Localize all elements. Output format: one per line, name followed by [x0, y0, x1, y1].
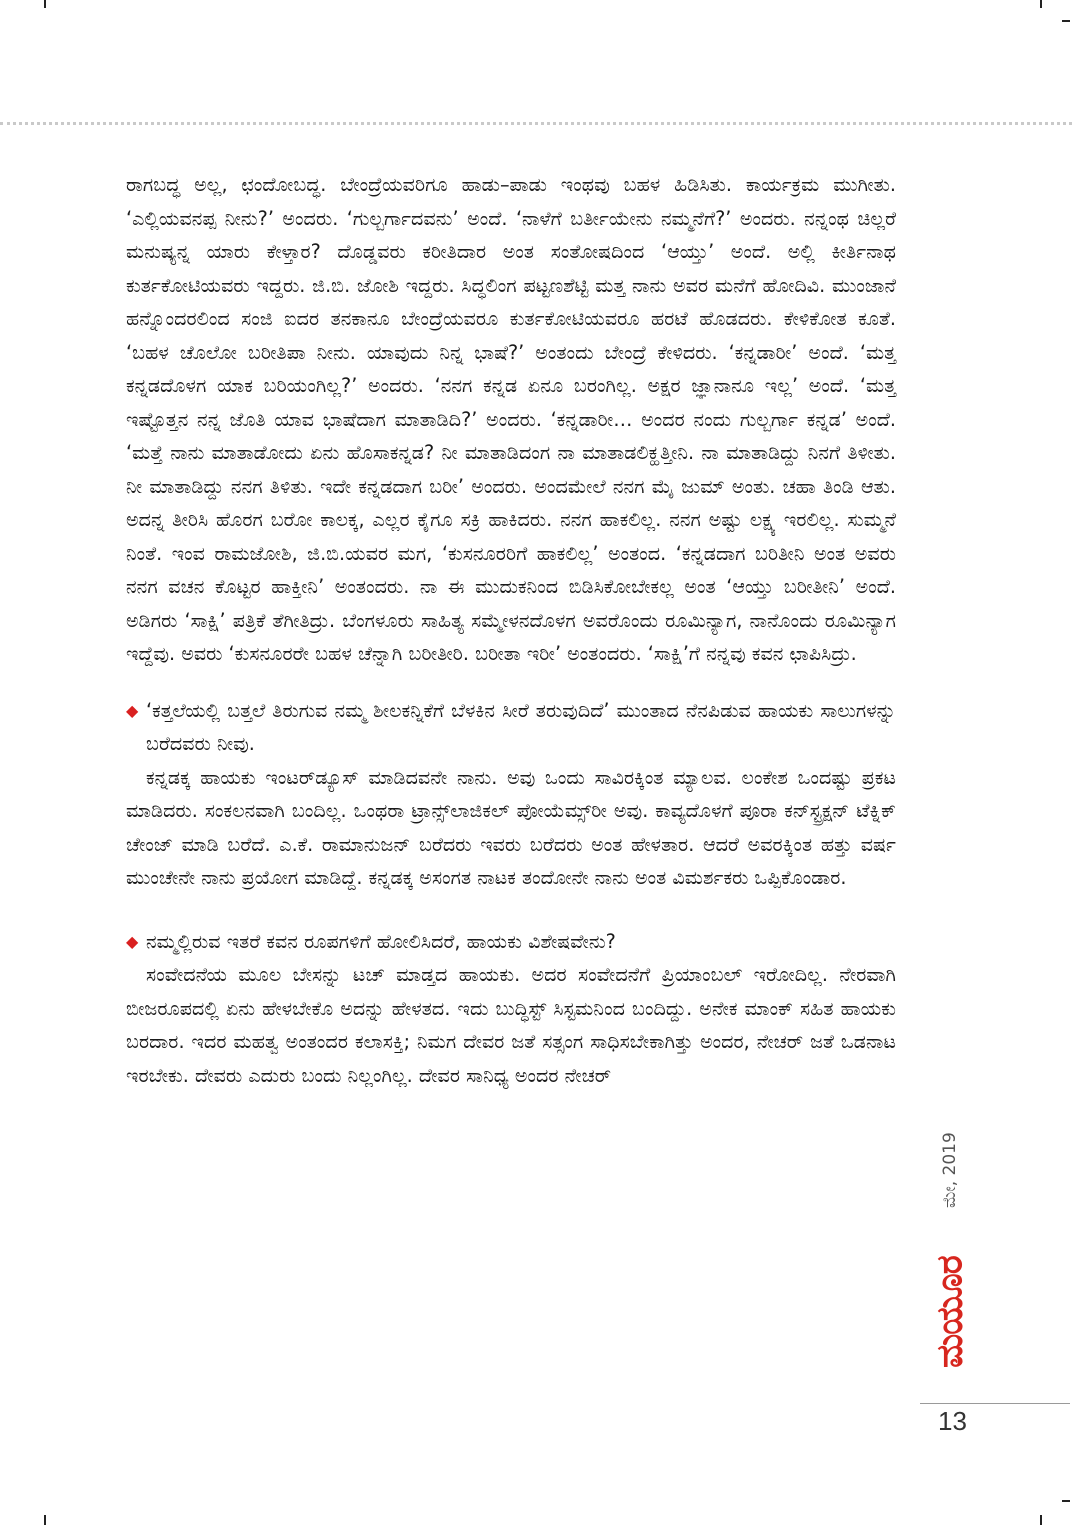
question-1-text: ‘ಕತ್ತಲೆಯಲ್ಲಿ ಬತ್ತಲೆ ತಿರುಗುವ ನಮ್ಮ ಶೀಲಕನ್ನಿಕೆಗೆ ಬೆಳಕಿನ ಸೀರೆ ತರುವುದಿದೆ’ ಮುಂತಾದ ನೆನಪಿಡುವ ಹಾಯಕು ಸಾಲುಗಳನ್ನು ಬರೆದವರು ನೀವು. — [146, 698, 896, 755]
crop-mark-right-lower — [1062, 1500, 1070, 1502]
answer-2: ಸಂವೇದನೆಯ ಮೂಲ ಬೇಸನ್ನು ಟಚ್ ಮಾಡ್ತದ ಹಾಯಕು. ಅದರ ಸಂವೇದನೆಗೆ ಪ್ರಿಯಾಂಬಲ್ ಇರೋದಿಲ್ಲ. ನೇರವಾಗಿ ಬೀಜರೂಪದಲ್ಲಿ ಏನು ಹೇಳಬೇಕೊ ಅದನ್ನು ಹೇಳತದ. ಇದು ಬುದ್ಧಿಸ್ಟ್ ಸಿಸ್ಟಮನಿಂದ ಬಂದಿದ್ದು. ಅನೇಕ ಮಾಂಕ್ ಸಹಿತ ಹಾಯಕು ಬರದಾರ. ಇದರ ಮಹತ್ವ ಅಂತಂದರ ಕಲಾಸಕ್ತಿ; ನಿಮಗ ದೇವರ ಜತೆ ಸತ್ಸಂಗ ಸಾಧಿಸಬೇಕಾಗಿತ್ತು ಅಂದರ, ನೇಚರ್ ಜತೆ ಒಡನಾಟ ಇರಬೇಕು. ದೇವರು ಎದುರು ಬಂದು ನಿಲ್ಲಂಗಿಲ್ಲ. ದೇವರ ಸಾನಿಧ್ಯ ಅಂದರ ನೇಚರ್ — [126, 963, 896, 1087]
magazine-logo: ಮಯೂರ — [929, 1256, 971, 1368]
crop-mark-right-upper — [1062, 20, 1070, 22]
footer-rule — [920, 1403, 1070, 1404]
question-2 — [126, 925, 896, 959]
issue-date: ಮೇ, 2019 — [940, 1132, 960, 1208]
paragraph-1: ರಾಗಬದ್ಧ ಅಲ್ಲ, ಛಂದೋಬದ್ಧ. ಬೇಂದ್ರೆಯವರಿಗೂ ಹಾಡು–ಪಾಡು ಇಂಥವು ಬಹಳ ಹಿಡಿಸಿತು. ಕಾರ್ಯಕ್ರಮ ಮುಗೀತು. ‘ಎಲ್ಲಿಯವನಪ್ಪ ನೀನು?’ ಅಂದರು. ‘ಗುಲ್ಬರ್ಗಾದವನು’ ಅಂದೆ. ‘ನಾಳೆಗೆ ಬರ್ತೀಯೇನು ನಮ್ಮನೆಗೆ?’ ಅಂದರು. ನನ್ನಂಥ ಚಿಲ್ಲರೆ ಮನುಷ್ಯನ್ನ ಯಾರು ಕೇಳ್ತಾರ? ದೊಡ್ಡವರು ಕರೀತಿದಾರ ಅಂತ ಸಂತೋಷದಿಂದ ‘ಆಯ್ತು’ ಅಂದೆ. ಅಲ್ಲಿ ಕೀರ್ತಿನಾಥ ಕುರ್ತಕೋಟಿಯವರು ಇದ್ದರು. ಜಿ.ಬಿ. ಜೋಶಿ ಇದ್ದರು. ಸಿದ್ಧಲಿಂಗ ಪಟ್ಟಣಶೆಟ್ಟಿ ಮತ್ತ ನಾನು ಅವರ ಮನೆಗೆ ಹೋದಿವಿ. ಮುಂಜಾನೆ ಹನ್ನೊಂದರಲಿಂದ ಸಂಜಿ ಐದರ ತನಕಾನೂ ಬೇಂದ್ರೆಯವರೂ ಕುರ್ತಕೋಟಿಯವರೂ ಹರಟೆ ಹೊಡದರು. ಕೇಳಿಕೋತ ಕೂತೆ. ‘ಬಹಳ ಚೊಲೋ ಬರೀತಿಪಾ ನೀನು. ಯಾವುದು ನಿನ್ನ ಭಾಷೆ?’ ಅಂತಂದು ಬೇಂದ್ರೆ ಕೇಳಿದರು. ‘ಕನ್ನಡಾರೀ’ ಅಂದೆ. ‘ಮತ್ತ ಕನ್ನಡದೊಳಗ ಯಾಕ ಬರಿಯಂಗಿಲ್ಲ?’ ಅಂದರು. ‘ನನಗ ಕನ್ನಡ ಏನೂ ಬರಂಗಿಲ್ಲ. ಅಕ್ಷರ ಜ್ಞಾನಾನೂ ಇಲ್ಲ’ ಅಂದೆ. ‘ಮತ್ತ ಇಷ್ಟೊತ್ತನ ನನ್ನ ಜೊತಿ ಯಾವ ಭಾಷೆದಾಗ ಮಾತಾಡಿದಿ?’ ಅಂದರು. ‘ಕನ್ನಡಾರೀ… ಅಂದರ ನಂದು ಗುಲ್ಬರ್ಗಾ ಕನ್ನಡ’ ಅಂದೆ. ‘ಮತ್ತೆ ನಾನು ಮಾತಾಡೋದು ಏನು ಹೊಸಾಕನ್ನಡ? ನೀ ಮಾತಾಡಿದಂಗ ನಾ ಮಾತಾಡಲಿಕ್ಹತ್ತೀನಿ. ನಾ ಮಾತಾಡಿದ್ದು ನಿನಗೆ ತಿಳೀತು. ನೀ ಮಾತಾಡಿದ್ದು ನನಗ ತಿಳಿತು. ಇದೇ ಕನ್ನಡದಾಗ ಬರೀ’ ಅಂದರು. ಅಂದಮೇಲೆ ನನಗ ಮೈ ಜುಮ್ ಅಂತು. ಚಹಾ ತಿಂಡಿ ಆತು. ಅದನ್ನ ತೀರಿಸಿ ಹೊರಗ ಬರೋ ಕಾಲಕ್ಕ, ಎಲ್ಲರ ಕೈಗೂ ಸಕ್ರಿ ಹಾಕಿದರು. ನನಗ ಹಾಕಲಿಲ್ಲ. ನನಗ ಅಷ್ಟು ಲಕ್ಷ್ಯ ಇರಲಿಲ್ಲ. ಸುಮ್ಮನೆ ನಿಂತೆ. ಇಂವ ರಾಮಜೋಶಿ, ಜಿ.ಬಿ.ಯವರ ಮಗ, ‘ಕುಸನೂರರಿಗೆ ಹಾಕಲಿಲ್ಲ’ ಅಂತಂದ. ‘ಕನ್ನಡದಾಗ ಬರಿತೀನಿ ಅಂತ ಅವರು ನನಗ ವಚನ ಕೊಟ್ಟರ ಹಾಕ್ತೀನಿ’ ಅಂತಂದರು. ನಾ ಈ ಮುದುಕನಿಂದ ಬಿಡಿಸಿಕೋಬೇಕಲ್ಲ ಅಂತ ‘ಆಯ್ತು ಬರೀತೀನಿ’ ಅಂದೆ. ಅಡಿಗರು ‘ಸಾಕ್ಷಿ’ ಪತ್ರಿಕೆ ತೆಗೀತಿದ್ರು. ಬೆಂಗಳೂರು ಸಾಹಿತ್ಯ ಸಮ್ಮೇಳನದೊಳಗ ಅವರೊಂದು ರೂಮಿನ್ಯಾಗ, ನಾನೊಂದು ರೂಮಿನ್ಯಾಗ ಇದ್ದೆವು. ಅವರು ‘ಕುಸನೂರರೇ ಬಹಳ ಚೆನ್ನಾಗಿ ಬರೀತೀರಿ. ಬರೀತಾ ಇರೀ’ ಅಂತಂದರು. ‘ಸಾಕ್ಷಿ’ಗೆ ನನ್ನವು ಕವನ ಛಾಪಿಸಿದ್ರು. — [126, 173, 896, 665]
crop-mark-top-left — [44, 0, 46, 8]
question-2-text: ನಮ್ಮಲ್ಲಿರುವ ಇತರೆ ಕವನ ರೂಪಗಳಿಗೆ ಹೋಲಿಸಿದರೆ, ಹಾಯಕು ವಿಶೇಷವೇನು? — [146, 929, 616, 953]
diamond-bullet-icon: ◆ — [126, 931, 139, 951]
crop-mark-bottom-left — [44, 1515, 46, 1525]
crop-mark-bottom-right — [1040, 1515, 1042, 1525]
answer-1: ಕನ್ನಡಕ್ಕ ಹಾಯಕು ಇಂಟರ್‌ಡ್ಯೂಸ್ ಮಾಡಿದವನೇ ನಾನು. ಅವು ಒಂದು ಸಾವಿರಕ್ಕಿಂತ ಮ್ಯಾಲವ. ಲಂಕೇಶ ಒಂದಷ್ಟು ಪ್ರಕಟ ಮಾಡಿದರು. ಸಂಕಲನವಾಗಿ ಬಂದಿಲ್ಲ. ಒಂಥರಾ ಟ್ರಾನ್ಸ್‌ಲಾಜಿಕಲ್ ಪೋಯೆಮ್ಸ್‌ರೀ ಅವು. ಕಾವ್ಯದೊಳಗೆ ಪೂರಾ ಕನ್‌ಸ್ಟ್ರಕ್ಷನ್ ಟೆಕ್ನಿಕ್ ಚೇಂಜ್ ಮಾಡಿ ಬರೆದೆ. ಎ.ಕೆ. ರಾಮಾನುಜನ್ ಬರೆದರು ಇವರು ಬರೆದರು ಅಂತ ಹೇಳತಾರ. ಆದರೆ ಅವರಕ್ಕಿಂತ ಹತ್ತು ವರ್ಷ ಮುಂಚೇನೇ ನಾನು ಪ್ರಯೋಗ ಮಾಡಿದ್ದೆ. ಕನ್ನಡಕ್ಕ ಅಸಂಗತ ನಾಟಕ ತಂದೋನೇ ನಾನು ಅಂತ ವಿಮರ್ಶಕರು ಒಪ್ಪಿಕೊಂಡಾರ. — [126, 765, 896, 889]
page-number: 13 — [938, 1406, 967, 1436]
diamond-bullet-icon: ◆ — [126, 700, 139, 720]
crop-mark-top-right — [1040, 0, 1042, 8]
header-dotted-rule — [0, 122, 1072, 125]
side-margin-label — [928, 1120, 972, 1410]
question-1 — [126, 694, 896, 761]
article-body — [126, 168, 896, 1092]
